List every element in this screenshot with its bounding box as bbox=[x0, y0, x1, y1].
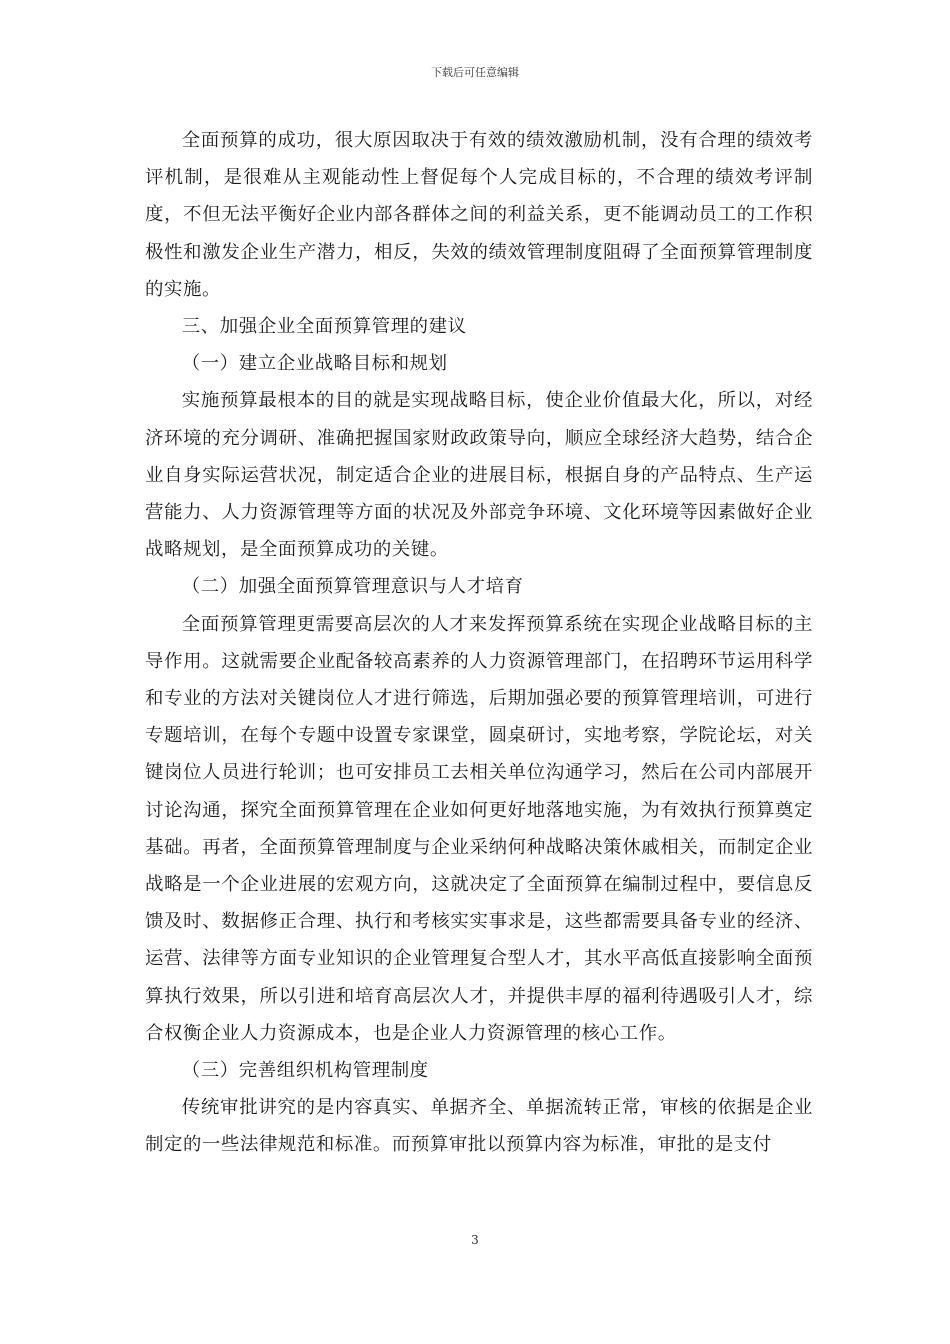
page-number: 3 bbox=[471, 1233, 479, 1247]
page-header-note: 下载后可任意编辑 bbox=[431, 66, 519, 79]
paragraph-strategic-goals: 实施预算最根本的目的就是实现战略目标，使企业价值最大化，所以，对经济环境的充分调研、准确把握国家财政政策导向，顺应全球经济大趋势，结合企业自身实际运营状况，制定适合企业的进展目标，根据自身的产品特点、生产运营能力、人力资源管理等方面的状况及外部竞争环境、文化环境等因素做好企业战略规划，是全面预算成功的关键。 bbox=[145, 390, 813, 561]
document-body bbox=[145, 122, 813, 1164]
paragraph-approval: 传统审批讲究的是内容真实、单据齐全、单据流转正常，审核的依据是企业制定的一些法律规范和标准。而预算审批以预算内容为标准，审批的是支付 bbox=[145, 1097, 813, 1156]
section-heading-suggestions: 三、加强企业全面预算管理的建议 bbox=[181, 316, 467, 338]
subheading-talent-cultivation: （二）加强全面预算管理意识与人才培育 bbox=[181, 576, 524, 598]
subheading-strategic-goals: （一）建立企业战略目标和规划 bbox=[181, 353, 448, 375]
paragraph-talent-cultivation: 全面预算管理更需要高层次的人才来发挥预算系统在实现企业战略目标的主导作用。这就需要企业配备较高素养的人力资源管理部门，在招聘环节运用科学和专业的方法对关键岗位人才进行筛选，后期加强必要的预算管理培训，可进行专题培训，在每个专题中设置专家课堂，圆桌研讨，实地考察，学院论坛，对关键岗位人员进行轮训；也可安排员工去相关单位沟通学习，然后在公司内部展开讨论沟通，探究全面预算管理在企业如何更好地落地实施，为有效执行预算奠定基础。再者，全面预算管理制度与企业采纳何种战略决策休戚相关，而制定企业战略是一个企业进展的宏观方向，这就决定了全面预算在编制过程中，要信息反馈及时、数据修正合理、执行和考核实实事求是，这些都需要具备专业的经济、运营、法律等方面专业知识的企业管理复合型人才，其水平高低直接影响全面预算执行效果，所以引进和培育高层次人才，并提供丰厚的福利待遇吸引人才，综合权衡企业人力资源成本，也是企业人力资源管理的核心工作。 bbox=[145, 613, 813, 1044]
paragraph-performance-incentive: 全面预算的成功，很大原因取决于有效的绩效激励机制，没有合理的绩效考评机制，是很难从主观能动性上督促每个人完成目标的，不合理的绩效考评制度，不但无法平衡好企业内部各群体之间的利益关系，更不能调动员工的工作积极性和激发企业生产潜力，相反，失效的绩效管理制度阻碍了全面预算管理制度的实施。 bbox=[145, 130, 813, 300]
subheading-organization-system: （三）完善组织机构管理制度 bbox=[181, 1060, 429, 1082]
